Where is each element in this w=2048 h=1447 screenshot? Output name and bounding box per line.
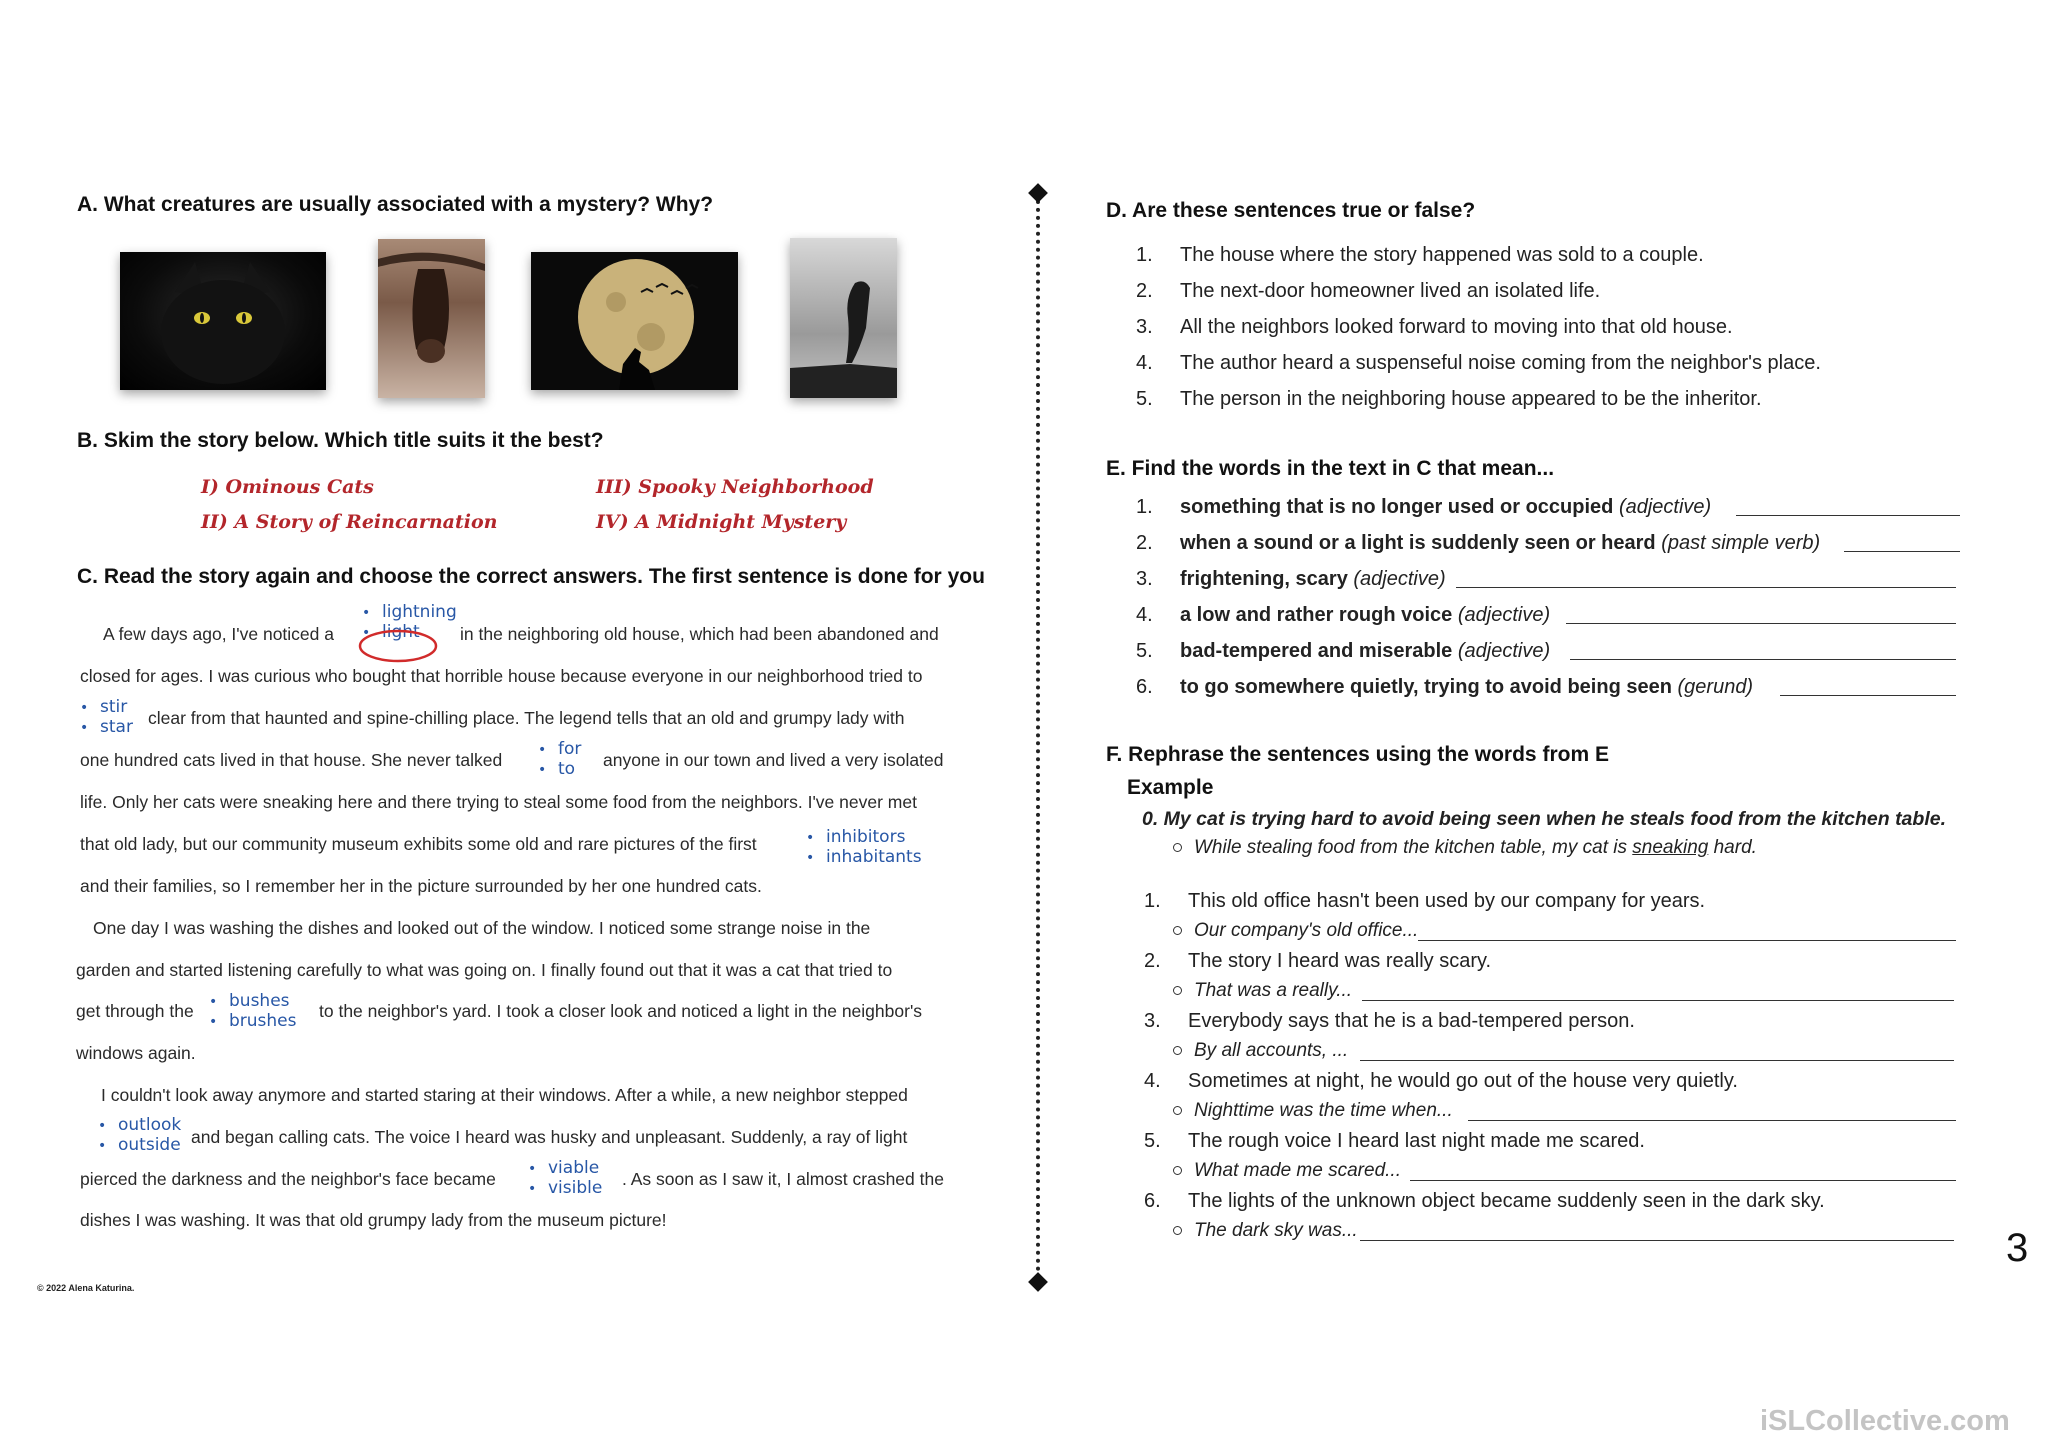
watermark: iSLCollective.com xyxy=(1760,1405,2010,1437)
definition-item: frightening, scary (adjective) xyxy=(1180,568,1446,590)
title-option-4: IV) A Midnight Mystery xyxy=(596,511,847,533)
answer-blank[interactable] xyxy=(1844,534,1960,552)
rephrase-prompt: By all accounts, ... xyxy=(1173,1040,1348,1062)
story-line: One day I was washing the dishes and looked out of the window. I noticed some strange noise in the xyxy=(93,918,871,938)
list-number: 2. xyxy=(1144,950,1161,972)
answer-blank[interactable] xyxy=(1566,606,1956,624)
list-number: 6. xyxy=(1136,676,1153,698)
list-number: 3. xyxy=(1144,1010,1161,1032)
rephrase-sentence: Everybody says that he is a bad-tempered person. xyxy=(1188,1010,1635,1032)
divider-bottom-diamond xyxy=(1028,1272,1048,1292)
story-line: garden and started listening carefully to what was going on. I finally found out that it was a cat that tried to xyxy=(76,960,893,980)
section-f-heading: F. Rephrase the sentences using the words from E xyxy=(1106,743,1609,766)
list-number: 1. xyxy=(1136,496,1153,518)
story-line: dishes I was washing. It was that old grumpy lady from the museum picture! xyxy=(80,1210,667,1230)
story-line: closed for ages. I was curious who bought that horrible house because everyone in our neighborhood tried to xyxy=(80,666,923,686)
crow-image xyxy=(790,238,897,398)
list-number: 2. xyxy=(1136,532,1153,554)
answer-circle xyxy=(357,628,439,664)
answer-blank[interactable] xyxy=(1456,570,1956,588)
definition-item: a low and rather rough voice (adjective) xyxy=(1180,604,1551,626)
section-c-heading: C. Read the story again and choose the correct answers. The first sentence is done for you xyxy=(77,565,985,588)
story-line: life. Only her cats were sneaking here and there trying to steal some food from the neighbors. I've never met xyxy=(80,792,917,812)
list-number: 2. xyxy=(1136,280,1153,302)
wolf-moon-image xyxy=(531,252,738,390)
story-line: in the neighboring old house, which had been abandoned and xyxy=(460,624,939,644)
section-d-heading: D. Are these sentences true or false? xyxy=(1106,199,1476,222)
story-line: and began calling cats. The voice I heard was husky and unpleasant. Suddenly, a ray of light xyxy=(191,1127,908,1147)
example-label: Example xyxy=(1127,776,1214,799)
list-number: 4. xyxy=(1144,1070,1161,1092)
list-number: 1. xyxy=(1144,890,1161,912)
definition-item: to go somewhere quietly, trying to avoid being seen (gerund) xyxy=(1180,676,1754,698)
list-number: 5. xyxy=(1136,640,1153,662)
rephrase-prompt: The dark sky was... xyxy=(1173,1220,1358,1242)
rephrase-sentence: Sometimes at night, he would go out of the house very quietly. xyxy=(1188,1070,1738,1092)
section-e-heading: E. Find the words in the text in C that mean... xyxy=(1106,457,1555,480)
list-number: 3. xyxy=(1136,316,1153,338)
answer-blank[interactable] xyxy=(1418,923,1956,941)
example-answer: While stealing food from the kitchen table, my cat is sneaking hard. xyxy=(1173,837,1757,859)
list-number: 4. xyxy=(1136,604,1153,626)
story-line: clear from that haunted and spine-chilling place. The legend tells that an old and grumpy lady with xyxy=(148,708,905,728)
title-option-2: II) A Story of Reincarnation xyxy=(201,511,498,533)
answer-blank[interactable] xyxy=(1780,678,1956,696)
story-line: A few days ago, I've noticed a xyxy=(103,624,334,644)
rephrase-prompt: Nighttime was the time when... xyxy=(1173,1100,1453,1122)
divider-top-diamond xyxy=(1028,183,1048,203)
hanging-bat-image xyxy=(378,239,485,398)
rephrase-sentence: The story I heard was really scary. xyxy=(1188,950,1492,972)
answer-blank[interactable] xyxy=(1410,1163,1956,1181)
example-sentence: 0. My cat is trying hard to avoid being seen when he steals food from the kitchen table. xyxy=(1142,808,1946,830)
story-line: I couldn't look away anymore and started staring at their windows. After a while, a new neighbor stepped xyxy=(101,1085,908,1105)
answer-blank[interactable] xyxy=(1570,642,1956,660)
story-line: and their families, so I remember her in the picture surrounded by her one hundred cats. xyxy=(80,876,762,896)
section-a-heading: A. What creatures are usually associated with a mystery? Why? xyxy=(77,193,714,216)
answer-blank[interactable] xyxy=(1362,983,1954,1001)
page-number: 3 xyxy=(2006,1226,2029,1270)
rephrase-sentence: The rough voice I heard last night made me scared. xyxy=(1188,1130,1645,1152)
title-option-3: III) Spooky Neighborhood xyxy=(596,476,874,498)
answer-blank[interactable] xyxy=(1360,1223,1954,1241)
answer-blank[interactable] xyxy=(1468,1103,1956,1121)
choice-4[interactable]: • inhibitors • inhabitants xyxy=(806,827,922,867)
choice-7[interactable]: • viable • visible xyxy=(528,1158,603,1198)
true-false-item: The house where the story happened was sold to a couple. xyxy=(1180,244,1704,266)
column-divider xyxy=(1036,192,1040,1280)
true-false-item: The next-door homeowner lived an isolated life. xyxy=(1180,280,1601,302)
true-false-item: The author heard a suspenseful noise coming from the neighbor's place. xyxy=(1180,352,1821,374)
rephrase-prompt: That was a really... xyxy=(1173,980,1352,1002)
answer-blank[interactable] xyxy=(1360,1043,1954,1061)
story-line: get through the xyxy=(76,1001,194,1021)
definition-item: when a sound or a light is suddenly seen or heard (past simple verb) xyxy=(1180,532,1821,554)
rephrase-prompt: What made me scared... xyxy=(1173,1160,1401,1182)
story-line: anyone in our town and lived a very isolated xyxy=(603,750,944,770)
definition-item: something that is no longer used or occupied (adjective) xyxy=(1180,496,1712,518)
choice-6[interactable]: • outlook • outside xyxy=(98,1115,182,1155)
story-line: . As soon as I saw it, I almost crashed the xyxy=(622,1169,944,1189)
list-number: 1. xyxy=(1136,244,1153,266)
choice-1[interactable]: • lightning • light xyxy=(362,602,457,642)
list-number: 4. xyxy=(1136,352,1153,374)
rephrase-sentence: The lights of the unknown object became suddenly seen in the dark sky. xyxy=(1188,1190,1825,1212)
choice-3[interactable]: • for • to xyxy=(538,739,582,779)
title-option-1: I) Ominous Cats xyxy=(201,476,374,498)
list-number: 3. xyxy=(1136,568,1153,590)
true-false-item: The person in the neighboring house appeared to be the inheritor. xyxy=(1180,388,1762,410)
story-line: to the neighbor's yard. I took a closer look and noticed a light in the neighbor's xyxy=(319,1001,923,1021)
black-cat-image xyxy=(120,252,326,390)
rephrase-sentence: This old office hasn't been used by our company for years. xyxy=(1188,890,1706,912)
story-line: pierced the darkness and the neighbor's face became xyxy=(80,1169,496,1189)
choice-5[interactable]: • bushes • brushes xyxy=(209,991,297,1031)
choice-2[interactable]: • stir • star xyxy=(80,697,133,737)
list-number: 5. xyxy=(1144,1130,1161,1152)
story-line: windows again. xyxy=(76,1043,196,1063)
story-line: that old lady, but our community museum exhibits some old and rare pictures of the first xyxy=(80,834,757,854)
answer-blank[interactable] xyxy=(1736,498,1960,516)
true-false-item: All the neighbors looked forward to moving into that old house. xyxy=(1180,316,1733,338)
definition-item: bad-tempered and miserable (adjective) xyxy=(1180,640,1551,662)
list-number: 5. xyxy=(1136,388,1153,410)
copyright-notice: © 2022 Alena Katurina. xyxy=(37,1283,135,1293)
rephrase-prompt: Our company's old office... xyxy=(1173,920,1418,942)
list-number: 6. xyxy=(1144,1190,1161,1212)
story-line: one hundred cats lived in that house. She never talked xyxy=(80,750,503,770)
section-b-heading: B. Skim the story below. Which title suits it the best? xyxy=(77,429,604,452)
